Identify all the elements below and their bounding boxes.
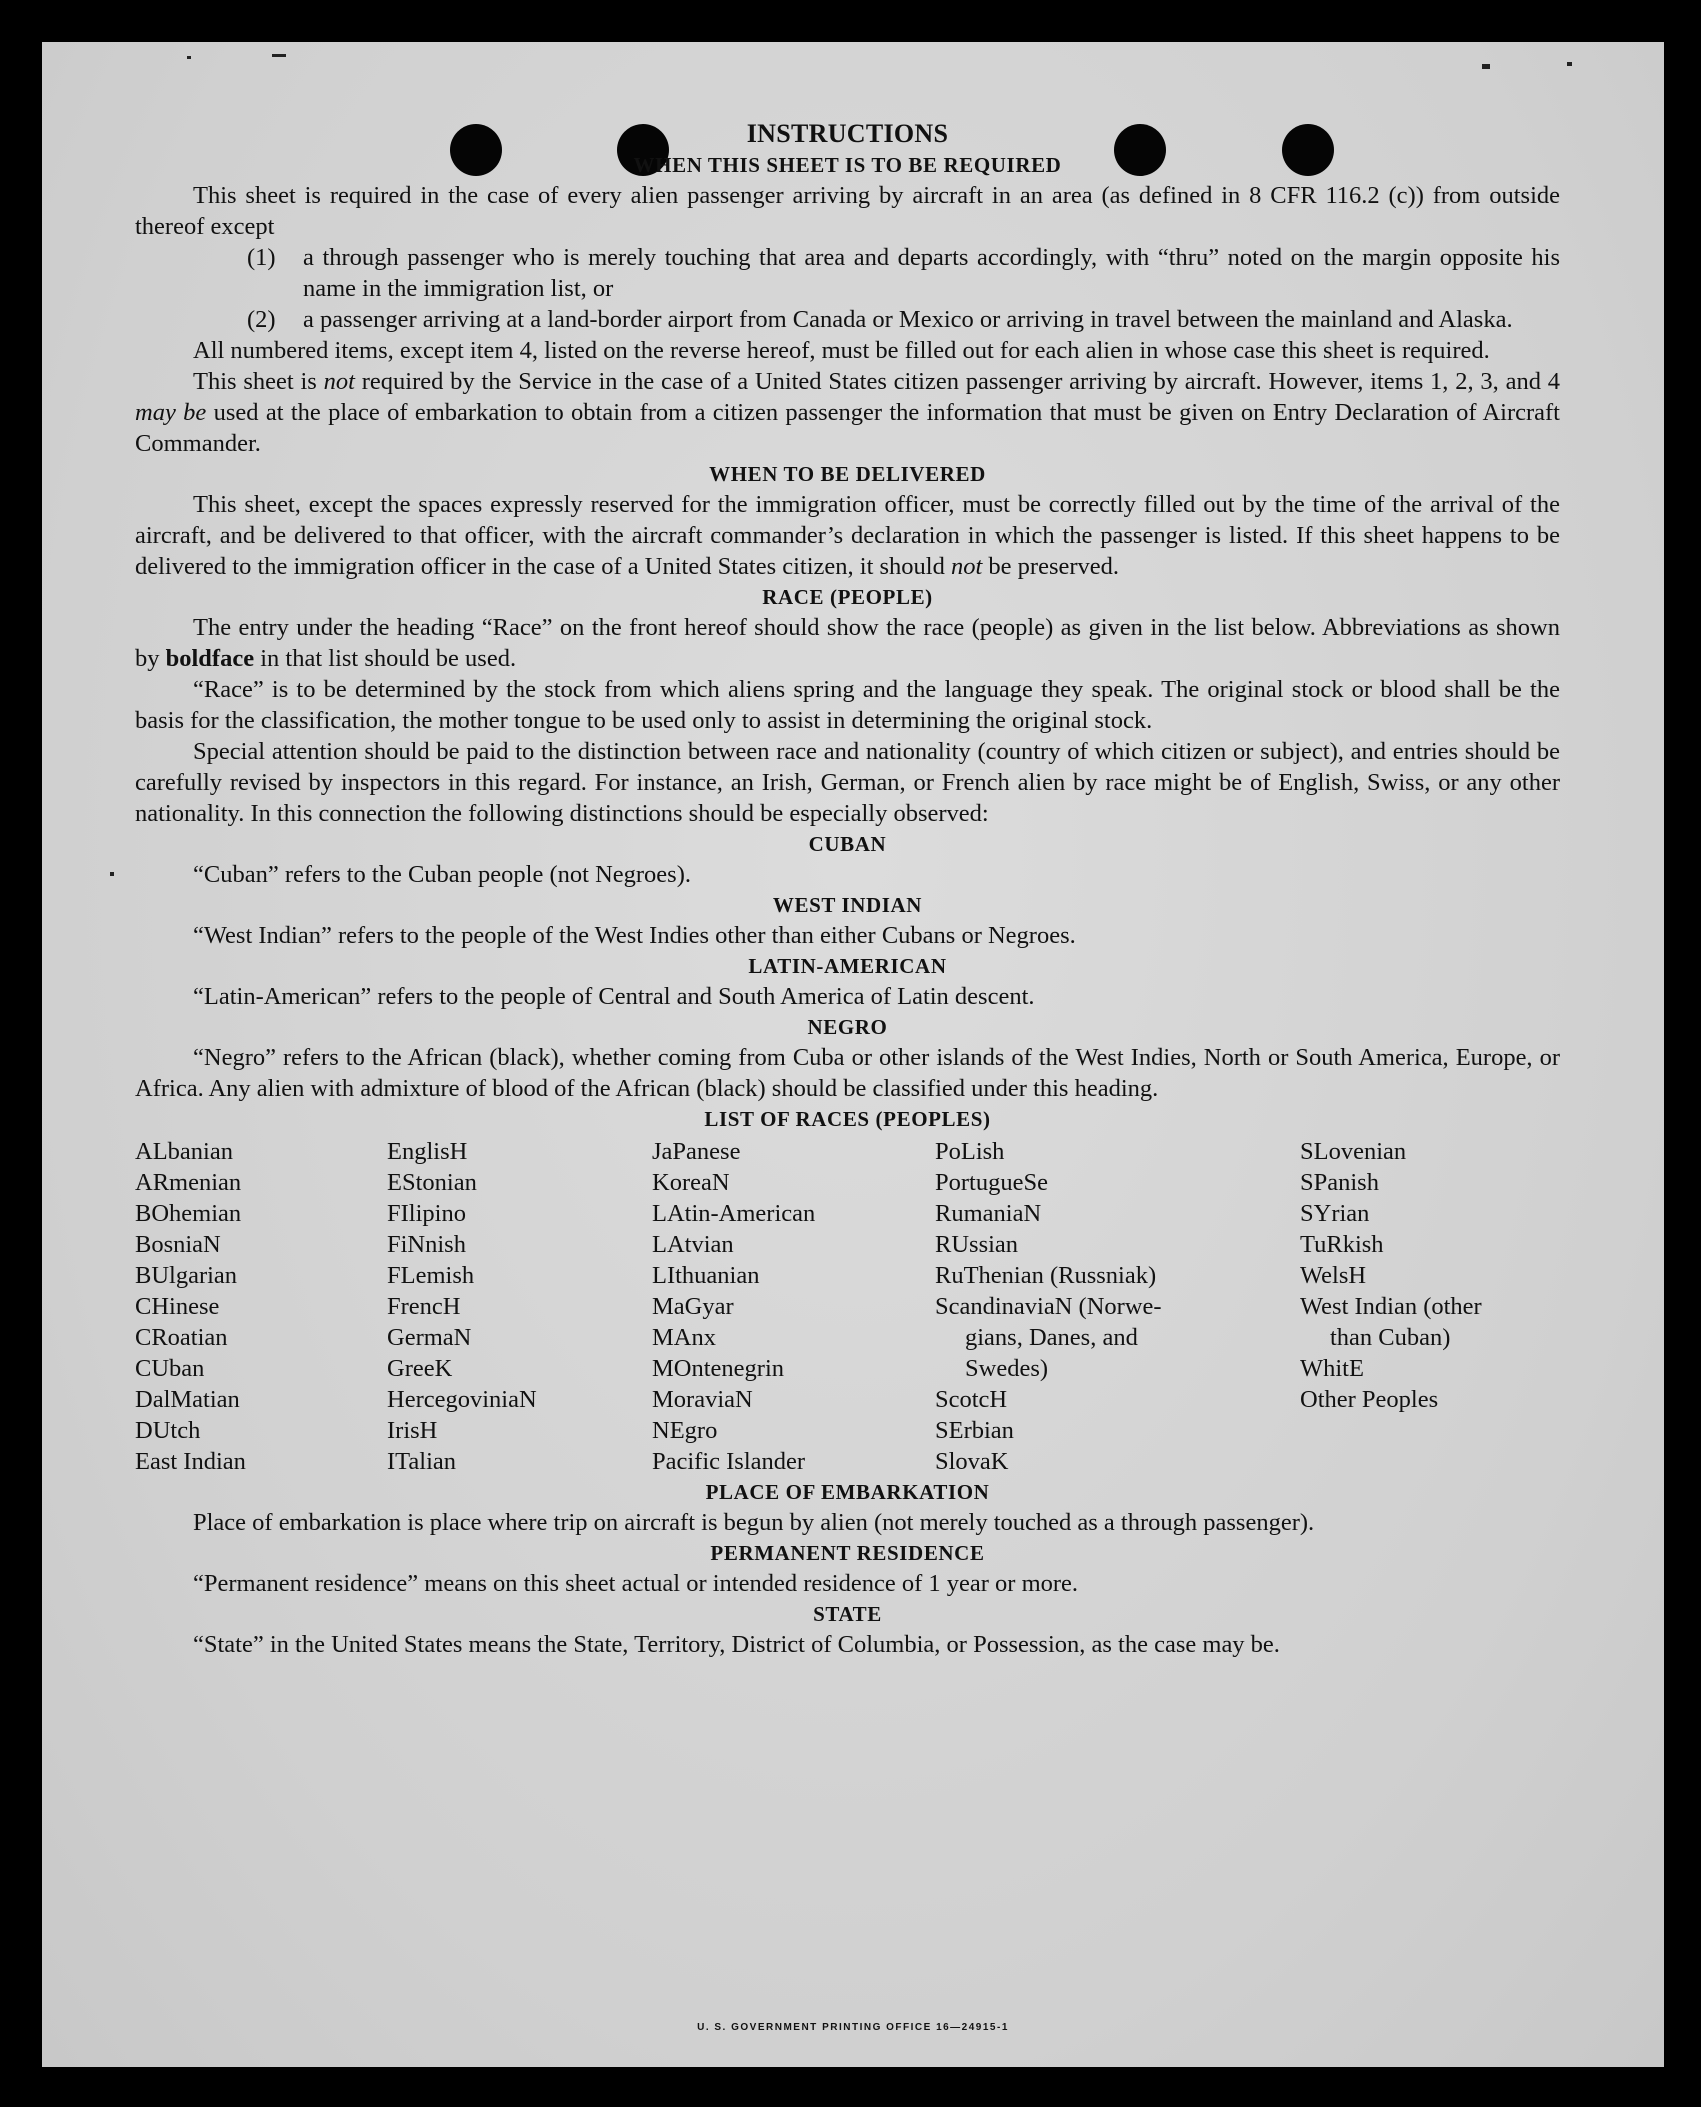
race-entry: NEgro (652, 1417, 718, 1444)
races-column-5 (1300, 1136, 1560, 1477)
race-entry: LAtin-American (652, 1200, 816, 1227)
numbered-items-paragraph: All numbered items, except item 4, listed on the reverse hereof, must be filled out for each alien in whose case this sheet is required. (193, 337, 1490, 364)
heading-negro: NEGRO (807, 1015, 888, 1039)
race-entry: FIlipino (387, 1200, 466, 1227)
race-entry-continued: Swedes) (965, 1355, 1049, 1382)
race-entry: BOhemian (135, 1200, 242, 1227)
race-entry: Other Peoples (1300, 1386, 1439, 1413)
exception-item-1 (247, 242, 1560, 304)
race-entry: BosniaN (135, 1231, 221, 1258)
cuban-definition: “Cuban” refers to the Cuban people (not Negroes). (193, 861, 691, 888)
speck (272, 54, 286, 57)
citizen-paragraph: This sheet is not required by the Service in the case of a United States citizen passenger arriving by aircraft. However, items 1, 2, 3, and 4 may be used at the place of embarkation to obtain from a citizen passenger the information that must be given on Entry Declaration of Aircraft Commander. (135, 368, 1560, 457)
race-entry: RuThenian (Russniak) (935, 1262, 1157, 1289)
race-paragraph-2: “Race” is to be determined by the stock from which aliens spring and the language they speak. The original stock or blood shall be the basis for the classification, the mother tongue to be used only to assist in determining the original stock. (135, 676, 1560, 734)
races-column-4 (935, 1136, 1300, 1477)
residence-definition: “Permanent residence” means on this sheet actual or intended residence of 1 year or more. (193, 1570, 1079, 1597)
race-entry: MaGyar (652, 1293, 734, 1320)
race-entry: HercegoviniaN (387, 1386, 537, 1413)
item-text: a passenger arriving at a land-border airport from Canada or Mexico or arriving in travel between the mainland and Alaska. (303, 306, 1513, 333)
race-entry: CHinese (135, 1293, 220, 1320)
race-entry: FiNnish (387, 1231, 466, 1258)
race-paragraph-3: Special attention should be paid to the distinction between race and nationality (country of which citizen or subject), and entries should be carefully revised by inspectors in this regard. For instance, an Irish, German, or French alien by race might be of English, Swiss, or any other nationality. In this connection the following distinctions should be especially observed: (135, 738, 1560, 827)
speck (187, 56, 191, 59)
race-entry: FLemish (387, 1262, 475, 1289)
heading-race-people: RACE (PEOPLE) (762, 585, 933, 609)
state-definition: “State” in the United States means the State, Territory, District of Columbia, or Possession, as the case may be. (193, 1631, 1280, 1658)
race-entry: ALbanian (135, 1138, 233, 1165)
speck (110, 872, 114, 876)
race-paragraph-1: The entry under the heading “Race” on the front hereof should show the race (people) as given in the list below. Abbreviations as shown by boldface in that list should be used. (135, 614, 1560, 672)
race-entry: RUssian (935, 1231, 1019, 1258)
race-entry: CRoatian (135, 1324, 228, 1351)
heading-when-delivered: WHEN TO BE DELIVERED (709, 462, 986, 486)
race-entry: DUtch (135, 1417, 201, 1444)
race-entry: EnglisH (387, 1138, 468, 1165)
race-entry-continued: than Cuban) (1330, 1324, 1451, 1351)
race-entry: PortugueSe (935, 1169, 1048, 1196)
race-entry: PoLish (935, 1138, 1005, 1165)
heading-place-of-embarkation: PLACE OF EMBARKATION (705, 1480, 990, 1504)
required-intro: This sheet is required in the case of every alien passenger arriving by aircraft in an area (as defined in 8 CFR 116.2 (c)) from outside thereof except (135, 182, 1560, 240)
race-entry: GermaN (387, 1324, 472, 1351)
heading-state: STATE (813, 1602, 882, 1626)
race-entry: SPanish (1300, 1169, 1379, 1196)
race-entry: ScotcH (935, 1386, 1008, 1413)
race-entry: MOntenegrin (652, 1355, 784, 1382)
race-entry: JaPanese (652, 1138, 741, 1165)
race-entry: ScandinaviaN (Norwe- (935, 1293, 1162, 1320)
races-column-1 (135, 1136, 387, 1477)
race-entry: LIthuanian (652, 1262, 760, 1289)
race-entry: West Indian (other (1300, 1293, 1482, 1320)
race-entry: SErbian (935, 1417, 1014, 1444)
race-entry: DalMatian (135, 1386, 240, 1413)
speck (1567, 62, 1572, 66)
races-column-3 (652, 1136, 935, 1477)
race-entry: TuRkish (1300, 1231, 1384, 1258)
race-entry: WelsH (1300, 1262, 1367, 1289)
printing-office-footer: U. S. GOVERNMENT PRINTING OFFICE 16—24915-1 (697, 2022, 1009, 2033)
race-entry: SYrian (1300, 1200, 1370, 1227)
race-entry: GreeK (387, 1355, 453, 1382)
speck (1482, 64, 1490, 69)
page-title: INSTRUCTIONS (746, 119, 949, 148)
race-entry: FrencH (387, 1293, 461, 1320)
race-entry: CUban (135, 1355, 205, 1382)
race-entry: East Indian (135, 1448, 246, 1475)
heading-latin-american: LATIN-AMERICAN (748, 954, 947, 978)
heading-cuban: CUBAN (808, 832, 887, 856)
race-entry-continued: gians, Danes, and (965, 1324, 1138, 1351)
race-entry: EStonian (387, 1169, 477, 1196)
race-entry: KoreaN (652, 1169, 730, 1196)
negro-definition: “Negro” refers to the African (black), whether coming from Cuba or other islands of the West Indies, North or South America, Europe, or Africa. Any alien with admixture of blood of the African (black) should be classified under this heading. (135, 1044, 1560, 1102)
race-entry: ITalian (387, 1448, 457, 1475)
race-entry: SLovenian (1300, 1138, 1407, 1165)
race-entry: LAtvian (652, 1231, 734, 1258)
instructions-content (135, 118, 1560, 1660)
item-number: (2) (247, 306, 276, 333)
item-number: (1) (247, 244, 276, 271)
race-entry: MoraviaN (652, 1386, 753, 1413)
race-entry: MAnx (652, 1324, 716, 1351)
races-list (135, 1136, 1560, 1477)
embarkation-definition: Place of embarkation is place where trip on aircraft is begun by alien (not merely touched as a through passenger). (193, 1509, 1315, 1536)
heading-list-of-races: LIST OF RACES (PEOPLES) (704, 1107, 991, 1131)
latin-american-definition: “Latin-American” refers to the people of Central and South America of Latin descent. (193, 983, 1035, 1010)
exception-item-2 (247, 304, 1560, 335)
heading-permanent-residence: PERMANENT RESIDENCE (710, 1541, 985, 1565)
race-entry: IrisH (387, 1417, 438, 1444)
delivered-paragraph: This sheet, except the spaces expressly reserved for the immigration officer, must be correctly filled out by the time of the arrival of the aircraft, and be delivered to that officer, with the aircraft commander’s declaration in which the passenger is listed. If this sheet happens to be delivered to the immigration officer in the case of a United States citizen, it should not be preserved. (135, 491, 1560, 580)
item-text: a through passenger who is merely touching that area and departs accordingly, with “thru” noted on the margin opposite his name in the immigration list, or (303, 244, 1560, 302)
race-entry: RumaniaN (935, 1200, 1042, 1227)
races-column-2 (387, 1136, 652, 1477)
heading-when-required: WHEN THIS SHEET IS TO BE REQUIRED (633, 153, 1062, 177)
race-entry: WhitE (1300, 1355, 1364, 1382)
race-entry: SlovaK (935, 1448, 1009, 1475)
race-entry: Pacific Islander (652, 1448, 806, 1475)
west-indian-definition: “West Indian” refers to the people of the West Indies other than either Cubans or Negroes. (193, 922, 1076, 949)
race-entry: BUlgarian (135, 1262, 238, 1289)
race-entry: ARmenian (135, 1169, 242, 1196)
heading-west-indian: WEST INDIAN (772, 893, 923, 917)
